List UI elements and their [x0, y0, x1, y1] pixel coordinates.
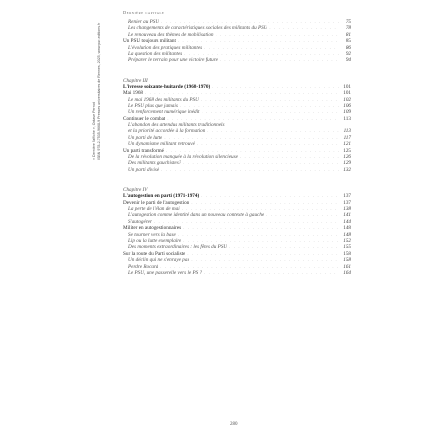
toc-entry-page: 109 [343, 109, 351, 116]
toc-entry-title: L'évolution des pratiques militantes [128, 44, 203, 51]
toc-entry-page: 129 [343, 160, 351, 167]
table-of-contents [123, 19, 351, 276]
toc-entry-page: 125 [343, 147, 351, 154]
chapter-page: 137 [343, 193, 351, 200]
toc-entry[interactable] [123, 167, 351, 173]
toc-entry-title: Un dynamisme militant retrouvé [128, 141, 195, 148]
toc-entry-title: Le mai 1968 des militants du PSU [128, 96, 199, 103]
toc-entry-title: Perdre Rocard [128, 263, 159, 270]
toc-entry-page: 81 [345, 31, 351, 38]
toc-entry-page: 138 [343, 205, 351, 212]
toc-entry-title: Militer en autogestionnaires [123, 225, 182, 232]
toc-entry-title: De la révolution manquée à la révolution silencieuse [128, 154, 238, 161]
toc-entry-title: Des moments extraordinaires : les fêtes du PSU [128, 244, 228, 251]
toc-entry-title: Préparer le terrain pour une victoire future [128, 57, 218, 64]
toc-entry-page: 85 [345, 38, 351, 45]
toc-entry-page: 78 [345, 25, 351, 32]
toc-entry-title: Un déclin qui ne s'enraye pas [128, 257, 190, 264]
toc-entry-page: 117 [343, 134, 351, 141]
toc-entry-page: 137 [343, 199, 351, 206]
chapter-label: Chapitre IV [123, 187, 148, 194]
toc-entry-page: 101 [343, 90, 351, 97]
toc-block-continued [123, 19, 351, 64]
toc-entry-title: Le PSU plus que jamais [128, 102, 178, 109]
toc-entry-title: Un PSU toujours militant [123, 38, 176, 45]
toc-entry-title: La question des militantes [128, 50, 183, 57]
toc-entry-page: 113 [343, 115, 351, 122]
chapter-title: L'autogestion en parti (1971-1974) [123, 193, 200, 200]
toc-entry-title: et la priorité accordée à la formation [128, 128, 206, 135]
toc-entry-page: 121 [343, 141, 351, 148]
toc-entry-title: Un parti transformé [123, 147, 164, 154]
toc-entry-page: 148 [343, 225, 351, 232]
toc-entry-title: Continuer le combat [123, 115, 166, 122]
toc-entry-title: Les changements de caractéristiques sociales des militants du PSU [128, 25, 268, 32]
toc-entry-page: 152 [343, 237, 351, 244]
toc-entry-page: 158 [343, 250, 351, 257]
toc-entry-page: 141 [343, 212, 351, 219]
side-credit-line2: ISBN 978-2-7535-9668-9 Presses universitaires de Rennes, 2025, www.pur-editions.fr [96, 22, 101, 160]
side-credit-line1: « Dernière l'affiche », Octave Pernot [92, 102, 96, 160]
chapter-3 [123, 78, 351, 173]
toc-entry-title: Le PSU, une passerelle vers le PS ? [128, 269, 203, 276]
toc-entry-page: 102 [343, 96, 351, 103]
toc-entry-page: 155 [343, 244, 351, 251]
toc-entry-title: Sur la route du Parti socialiste [123, 250, 186, 257]
toc-entry-page: 92 [345, 50, 351, 57]
toc-entry-title: Des militants gauchistes? [128, 160, 182, 167]
toc-entry-title: La perte de l'élan de mai [128, 205, 180, 212]
toc-entry-page: 158 [343, 257, 351, 264]
toc-entry[interactable] [123, 270, 351, 276]
toc-entry-title: Un parti divisé [128, 166, 160, 173]
toc-entry-page: 132 [343, 166, 351, 173]
chapter-4 [123, 187, 351, 276]
toc-entry-page: 148 [343, 231, 351, 238]
toc-entry-page: 75 [345, 19, 351, 25]
toc-entry-title: Mai 1968 [123, 90, 144, 97]
toc-entry-page: 113 [343, 128, 351, 135]
toc-entry-title: Se tourner vers la base [128, 231, 176, 238]
toc-entry-title: Devenir le parti de l'autogestion [123, 199, 190, 206]
toc-entry-title: Lip ou la lutte exemplaire [128, 237, 182, 244]
chapter-3-items [123, 90, 351, 173]
toc-entry-title: S'autogérer [128, 218, 152, 225]
toc-entry-page: 94 [345, 57, 351, 64]
side-credit [92, 23, 101, 160]
running-head: Dernière capitale [123, 10, 165, 15]
chapter-page: 101 [343, 83, 351, 90]
page-number: 280 [230, 422, 238, 427]
toc-entry-page: 161 [343, 263, 351, 270]
toc-entry-page: 144 [343, 218, 351, 225]
toc-entry-page: 106 [343, 102, 351, 109]
chapter-title: L'ivresse soixante-huitarde (1968-1970) [123, 83, 211, 90]
toc-entry-page: 126 [343, 154, 351, 161]
toc-entry-title: Le renouveau des thèmes de mobilisation [128, 31, 214, 38]
toc-entry-title: L'autogestion comme identité dans un nouveau contexte à gauche [128, 212, 265, 219]
chapter-label: Chapitre III [123, 77, 148, 84]
toc-entry-page: 86 [345, 44, 351, 51]
toc-entry-title: Un parti de lutte [128, 134, 163, 141]
toc-entry[interactable] [123, 57, 351, 63]
toc-entry-page: 164 [343, 269, 351, 276]
chapter-4-items [123, 200, 351, 277]
toc-entry-title: L'abandon des attendus militants traditionnels [128, 122, 225, 129]
toc-entry-title: Renier au PSU [128, 19, 160, 25]
toc-entry-title: Un renforcement numérique inédit [128, 109, 200, 116]
